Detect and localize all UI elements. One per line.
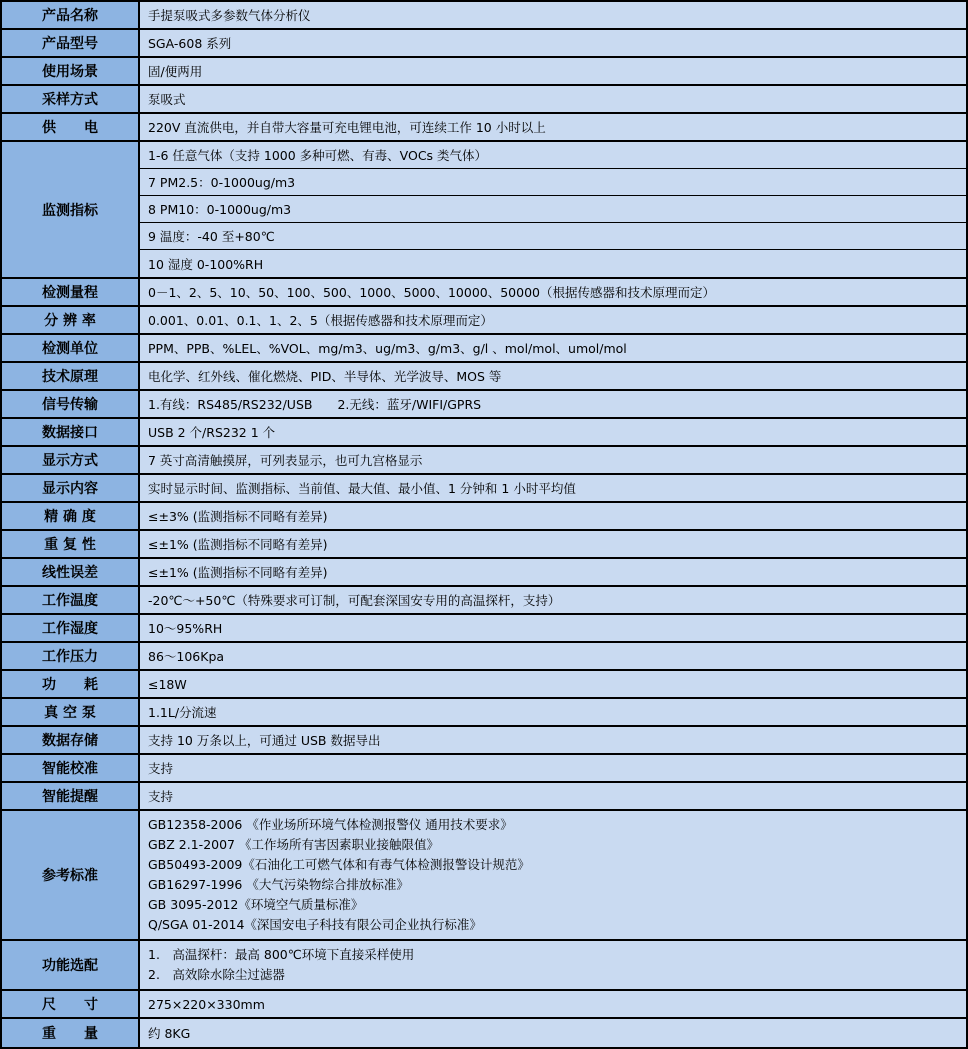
table-row [2,391,966,419]
row-value: 1.有线：RS485/RS232/USB 2.无线：蓝牙/WIFI/GPRS [148,397,482,412]
row-value-area [140,671,966,697]
row-value: 实时显示时间、监测指标、当前值、最大值、最小值、1 分钟和 1 小时平均值 [148,481,576,496]
row-label: 产品型号 [2,30,140,56]
table-row [2,503,966,531]
table-row [2,335,966,363]
row-value: ≤±1% (监测指标不同略有差异) [148,537,328,552]
row-value-area [140,755,966,781]
row-value [140,941,966,989]
row-value: 275×220×330mm [148,996,265,1012]
row-value-line: GB 3095-2012《环境空气质量标准》 [148,897,364,912]
row-label: 分 辨 率 [2,307,140,333]
row-value [140,811,966,939]
row-label: 数据存储 [2,727,140,753]
row-value-area [140,559,966,585]
row-value: 86～106Kpa [148,649,225,664]
row-value: 220V 直流供电，并自带大容量可充电锂电池，可连续工作 10 小时以上 [148,120,546,135]
row-value-area [140,419,966,445]
row-value-area [140,335,966,361]
row-label: 智能校准 [2,755,140,781]
row-value-area [140,587,966,613]
row-label: 功 耗 [2,671,140,697]
table-row [2,142,966,279]
row-value-area [140,142,966,277]
row-label: 工作压力 [2,643,140,669]
table-row [2,727,966,755]
table-row [2,419,966,447]
row-value-area [140,114,966,140]
table-row [2,2,966,30]
table-row [2,755,966,783]
row-label: 工作湿度 [2,615,140,641]
row-label: 产品名称 [2,2,140,28]
row-value: 10～95%RH [148,621,223,636]
row-value: 7 英寸高清触摸屏，可列表显示，也可九宫格显示 [148,453,423,468]
row-value-line: GB16297-1996 《大气污染物综合排放标准》 [148,877,409,892]
row-value-area [140,615,966,641]
row-value-line: 2. 高效除水除尘过滤器 [148,967,285,982]
row-value-area [140,58,966,84]
row-value-area [140,363,966,389]
table-row [2,643,966,671]
row-value: 支持 [148,761,174,776]
table-row [2,783,966,811]
row-value-area [140,783,966,809]
row-value: ≤±1% (监测指标不同略有差异) [148,565,328,580]
table-row [2,671,966,699]
row-value-area [140,447,966,473]
row-label: 显示内容 [2,475,140,501]
table-row [2,811,966,941]
row-label: 检测量程 [2,279,140,305]
row-subvalue: 9 温度：-40 至+80℃ [140,223,966,250]
row-label: 功能选配 [2,941,140,989]
table-row [2,86,966,114]
row-value-area [140,643,966,669]
table-row [2,559,966,587]
row-value: ≤±3% (监测指标不同略有差异) [148,509,328,524]
row-label: 检测单位 [2,335,140,361]
row-label: 显示方式 [2,447,140,473]
table-row [2,531,966,559]
table-row [2,941,966,991]
row-value-area [140,2,966,28]
row-subvalue: 1-6 任意气体（支持 1000 多种可燃、有毒、VOCs 类气体） [140,142,966,169]
row-value-area [140,503,966,529]
row-value-line: GB50493-2009《石油化工可燃气体和有毒气体检测报警设计规范》 [148,857,530,872]
row-label: 使用场景 [2,58,140,84]
row-value-line: Q/SGA 01-2014《深国安电子科技有限公司企业执行标准》 [148,917,482,932]
row-value: -20℃～+50℃（特殊要求可订制，可配套深国安专用的高温探杆，支持） [148,593,561,608]
row-value: 支持 [148,789,174,804]
row-value-line: 1. 高温探杆：最高 800℃环境下直接采样使用 [148,947,415,962]
row-value-line: GBZ 2.1-2007 《工作场所有害因素职业接触限值》 [148,837,439,852]
row-value: 约 8KG [148,1026,191,1041]
row-value-area [140,307,966,333]
table-row [2,447,966,475]
table-row [2,58,966,86]
row-value-line: GB12358-2006 《作业场所环境气体检测报警仪 通用技术要求》 [148,817,513,832]
row-value: 1.1L/分流速 [148,705,217,720]
row-label: 供 电 [2,114,140,140]
row-value-area [140,475,966,501]
table-row [2,1019,966,1047]
table-row [2,114,966,142]
table-row [2,363,966,391]
row-value-area [140,941,966,989]
table-row [2,699,966,727]
row-value: 电化学、红外线、催化燃烧、PID、半导体、光学波导、MOS 等 [148,369,502,384]
row-value: SGA-608 系列 [148,36,232,51]
row-value: 支持 10 万条以上，可通过 USB 数据导出 [148,733,381,748]
row-value: 泵吸式 [148,92,186,107]
row-value-area [140,86,966,112]
row-label: 精 确 度 [2,503,140,529]
table-row [2,475,966,503]
row-value: 0－1、2、5、10、50、100、500、1000、5000、10000、50000（根据传感器和技术原理而定） [148,285,715,300]
row-value-area [140,727,966,753]
row-value-area [140,30,966,56]
table-row [2,307,966,335]
row-label: 真 空 泵 [2,699,140,725]
row-label: 尺 寸 [2,991,140,1017]
row-label: 工作温度 [2,587,140,613]
row-value-area [140,811,966,939]
row-label: 线性误差 [2,559,140,585]
row-subvalue: 7 PM2.5：0-1000ug/m3 [140,169,966,196]
row-value: USB 2 个/RS232 1 个 [148,425,276,440]
table-row [2,991,966,1019]
row-value: 手提泵吸式多参数气体分析仪 [148,8,311,23]
row-label: 技术原理 [2,363,140,389]
row-value-area [140,279,966,305]
row-value-area [140,391,966,417]
row-label: 监测指标 [2,142,140,277]
table-row [2,587,966,615]
table-row [2,30,966,58]
row-subvalue: 10 湿度 0-100%RH [148,256,264,272]
table-row [2,279,966,307]
row-label: 重 量 [2,1019,140,1047]
row-subvalue: 8 PM10：0-1000ug/m3 [140,196,966,223]
row-label: 信号传输 [2,391,140,417]
row-value-area [140,1019,966,1047]
row-label: 采样方式 [2,86,140,112]
row-value-area [140,531,966,557]
row-label: 重 复 性 [2,531,140,557]
row-value: 固/便两用 [148,64,203,79]
row-value: ≤18W [148,676,187,692]
row-label: 智能提醒 [2,783,140,809]
row-label: 参考标准 [2,811,140,939]
table-row [2,615,966,643]
row-value: PPM、PPB、%LEL、%VOL、mg/m3、ug/m3、g/m3、g/l 、mol/mol、umol/mol [148,341,627,356]
row-value-area [140,991,966,1017]
row-value: 0.001、0.01、0.1、1、2、5（根据传感器和技术原理而定） [148,313,493,328]
row-label: 数据接口 [2,419,140,445]
row-value-area [140,699,966,725]
